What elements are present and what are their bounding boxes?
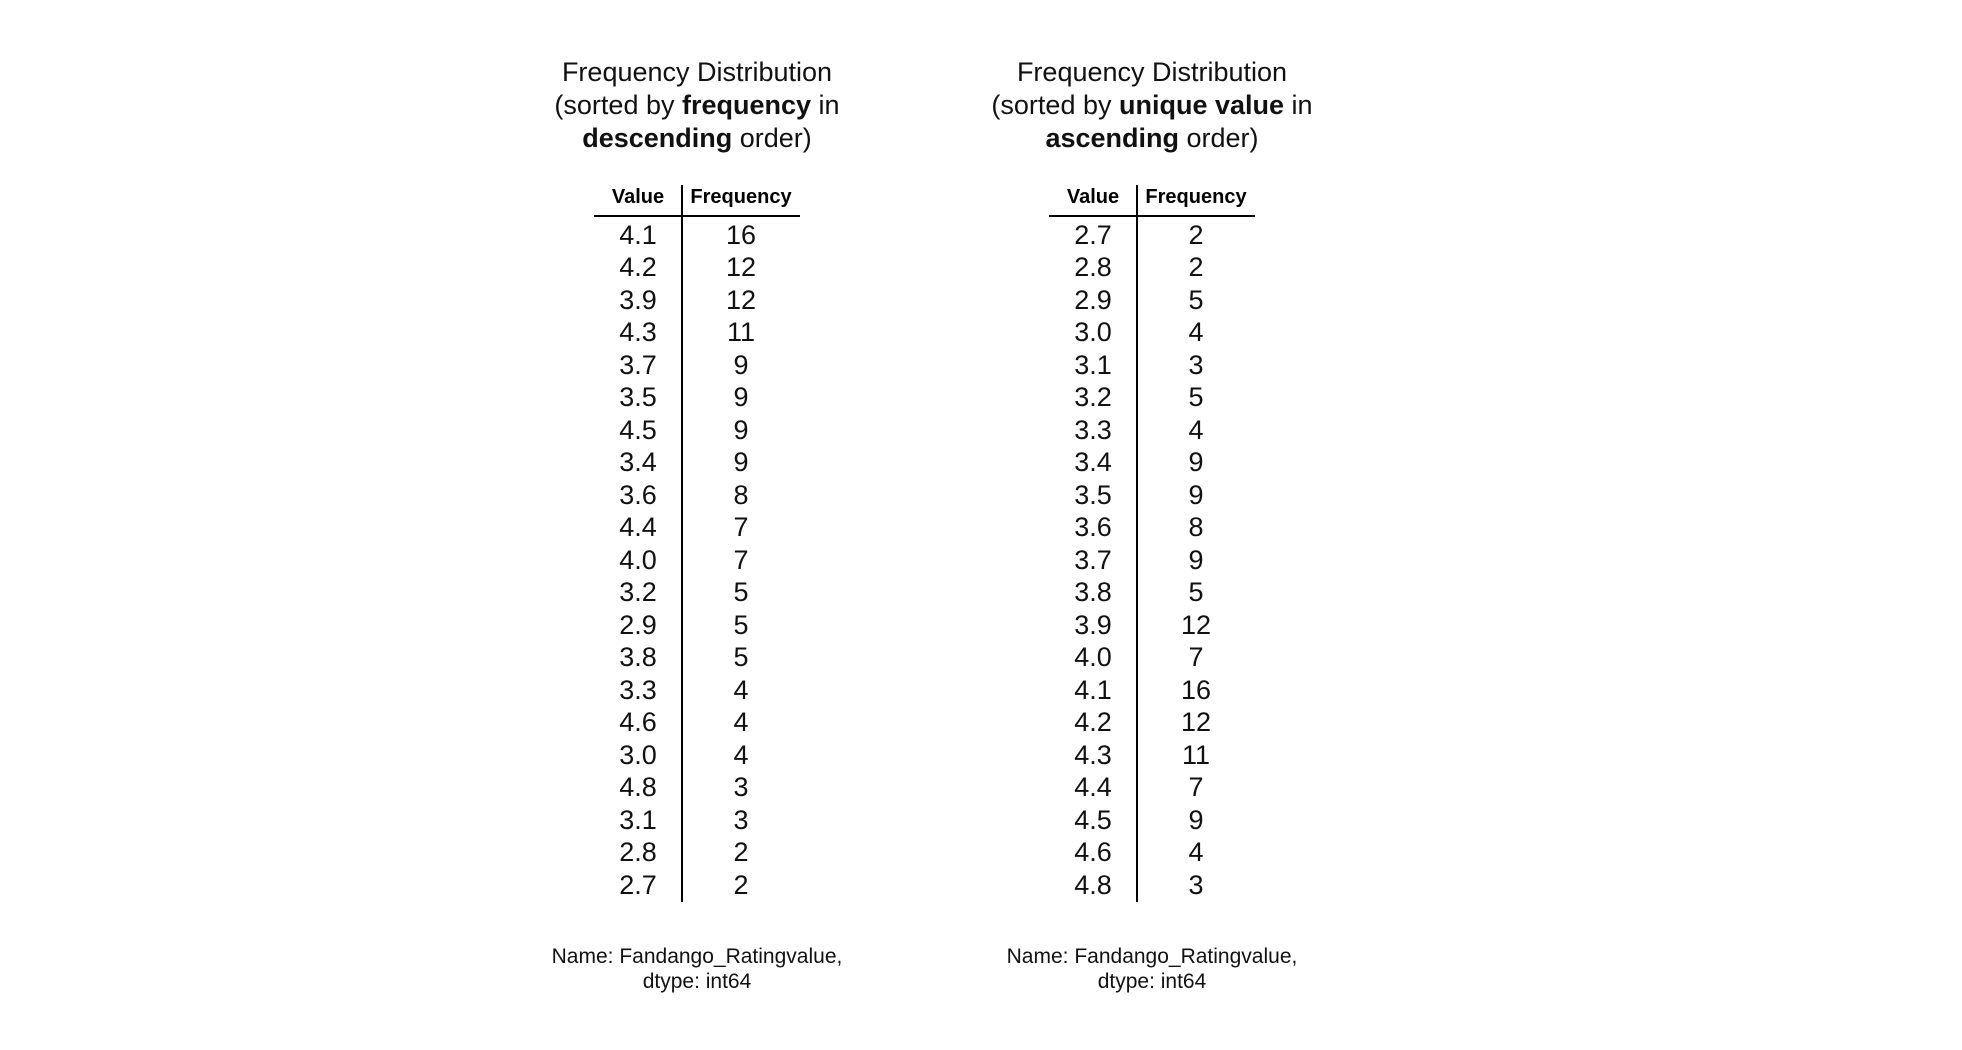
frequency-cell: 12 [725, 252, 757, 283]
frequency-cell: 8 [1188, 512, 1204, 543]
table-row [1049, 317, 1255, 350]
title-line3-suffix: order) [732, 123, 812, 153]
value-cell: 4.3 [619, 317, 657, 348]
table-row [594, 837, 800, 870]
value-cell: 3.2 [1074, 382, 1112, 413]
table-row [1049, 577, 1255, 610]
frequency-cell: 2 [733, 869, 749, 900]
title-line1: Frequency Distribution [561, 57, 833, 87]
frequency-cell: 2 [1188, 219, 1204, 250]
value-cell: 4.6 [1074, 837, 1112, 868]
table-row [1049, 837, 1255, 870]
table-row [594, 512, 800, 545]
series-caption-left [467, 944, 927, 994]
value-cell: 4.1 [619, 219, 657, 250]
frequency-cell: 5 [1188, 284, 1204, 315]
frequency-cell: 3 [733, 772, 749, 803]
value-cell: 3.9 [1074, 609, 1112, 640]
frequency-cell: 9 [733, 382, 749, 413]
frequency-cell: 16 [725, 219, 757, 250]
table-header-row [1049, 185, 1255, 215]
table-row [594, 804, 800, 837]
table-row [1049, 642, 1255, 675]
frequency-table-block-ascending [922, 56, 1382, 994]
table-row [1049, 739, 1255, 772]
frequency-cell: 7 [733, 544, 749, 575]
frequency-cell: 11 [1181, 739, 1211, 770]
title-line2-suffix: in [811, 90, 840, 120]
value-cell: 4.6 [619, 707, 657, 738]
table-row [1049, 512, 1255, 545]
value-cell: 2.8 [1074, 252, 1112, 283]
frequency-cell: 9 [1188, 544, 1204, 575]
table-row [1049, 219, 1255, 252]
frequency-cell: 5 [733, 642, 749, 673]
frequency-cell: 4 [1188, 317, 1204, 348]
frequency-table-block-descending [467, 56, 927, 994]
value-cell: 4.2 [619, 252, 657, 283]
value-cell: 4.8 [619, 772, 657, 803]
value-cell: 4.0 [619, 544, 657, 575]
frequency-column-header: Frequency [1145, 186, 1247, 208]
frequency-cell: 5 [733, 577, 749, 608]
caption-line1: Name: Fandango_Ratingvalue, [1006, 944, 1298, 968]
frequency-table-left [594, 185, 800, 902]
frequency-cell: 2 [1188, 252, 1204, 283]
table-row [1049, 252, 1255, 285]
value-cell: 3.5 [619, 382, 657, 413]
value-cell: 3.9 [619, 284, 657, 315]
table-header-row [594, 185, 800, 215]
value-cell: 3.4 [1074, 447, 1112, 478]
title-line3-suffix: order) [1179, 123, 1259, 153]
title-line2-prefix: (sorted by [554, 90, 682, 120]
value-cell: 3.8 [619, 642, 657, 673]
frequency-cell: 9 [1188, 447, 1204, 478]
table-row [594, 349, 800, 382]
column-divider-line [1136, 185, 1138, 902]
caption-line1: Name: Fandango_Ratingvalue, [551, 944, 843, 968]
value-cell: 4.4 [1074, 772, 1112, 803]
table-row [594, 674, 800, 707]
value-cell: 4.3 [1074, 739, 1112, 770]
frequency-cell: 4 [733, 674, 749, 705]
caption-line2: dtype: int64 [642, 969, 752, 993]
value-cell: 3.3 [1074, 414, 1112, 445]
title-line2-prefix: (sorted by [991, 90, 1119, 120]
frequency-cell: 12 [725, 284, 757, 315]
table-row [594, 414, 800, 447]
frequency-cell: 3 [1188, 349, 1204, 380]
frequency-cell: 9 [733, 447, 749, 478]
frequency-cell: 16 [1180, 674, 1212, 705]
value-cell: 3.6 [1074, 512, 1112, 543]
series-caption-right [922, 944, 1382, 994]
value-cell: 2.9 [619, 609, 657, 640]
frequency-column-header: Frequency [690, 186, 792, 208]
table-row [1049, 869, 1255, 902]
table-row [594, 317, 800, 350]
table-row [1049, 674, 1255, 707]
table-row [594, 479, 800, 512]
value-cell: 4.1 [1074, 674, 1112, 705]
frequency-cell: 7 [733, 512, 749, 543]
value-cell: 3.3 [619, 674, 657, 705]
frequency-cell: 8 [733, 479, 749, 510]
frequency-cell: 2 [733, 837, 749, 868]
table-row [1049, 414, 1255, 447]
table-row [594, 447, 800, 480]
table-row [594, 544, 800, 577]
table-row [594, 284, 800, 317]
table-row [594, 642, 800, 675]
value-column-header: Value [611, 186, 665, 208]
value-cell: 3.7 [1074, 544, 1112, 575]
frequency-cell: 3 [733, 804, 749, 835]
table-row [594, 772, 800, 805]
value-cell: 4.5 [619, 414, 657, 445]
value-cell: 4.4 [619, 512, 657, 543]
table-row [594, 739, 800, 772]
value-cell: 2.9 [1074, 284, 1112, 315]
frequency-cell: 9 [733, 349, 749, 380]
table-row [594, 382, 800, 415]
table-row [1049, 804, 1255, 837]
value-cell: 2.7 [1074, 219, 1112, 250]
frequency-cell: 9 [1188, 479, 1204, 510]
value-cell: 4.5 [1074, 804, 1112, 835]
frequency-cell: 11 [726, 317, 756, 348]
frequency-cell: 5 [1188, 382, 1204, 413]
table-row [1049, 479, 1255, 512]
frequency-cell: 9 [1188, 804, 1204, 835]
figure-title-right [922, 56, 1382, 155]
value-cell: 2.7 [619, 869, 657, 900]
table-row [1049, 707, 1255, 740]
frequency-cell: 4 [733, 739, 749, 770]
value-cell: 3.0 [1074, 317, 1112, 348]
table-body [1049, 217, 1255, 902]
caption-line2: dtype: int64 [1097, 969, 1207, 993]
title-line1: Frequency Distribution [1016, 57, 1288, 87]
frequency-cell: 4 [733, 707, 749, 738]
table-body [594, 217, 800, 902]
frequency-cell: 3 [1188, 869, 1204, 900]
title-sort-key: unique value [1118, 90, 1285, 120]
figure-title-left [467, 56, 927, 155]
table-row [1049, 772, 1255, 805]
frequency-cell: 7 [1188, 772, 1204, 803]
title-sort-key: frequency [681, 90, 812, 120]
title-sort-order: ascending [1045, 123, 1179, 153]
column-divider-line [681, 185, 683, 902]
value-cell: 3.7 [619, 349, 657, 380]
frequency-cell: 5 [733, 609, 749, 640]
title-sort-order: descending [582, 123, 733, 153]
value-cell: 3.6 [619, 479, 657, 510]
table-row [1049, 382, 1255, 415]
table-row [1049, 544, 1255, 577]
table-row [1049, 284, 1255, 317]
table-row [594, 252, 800, 285]
frequency-cell: 9 [733, 414, 749, 445]
table-row [1049, 349, 1255, 382]
frequency-cell: 12 [1180, 609, 1212, 640]
frequency-table-right [1049, 185, 1255, 902]
value-cell: 4.2 [1074, 707, 1112, 738]
frequency-cell: 4 [1188, 414, 1204, 445]
title-line2-suffix: in [1284, 90, 1313, 120]
table-row [1049, 609, 1255, 642]
frequency-cell: 4 [1188, 837, 1204, 868]
value-cell: 4.8 [1074, 869, 1112, 900]
value-cell: 3.8 [1074, 577, 1112, 608]
value-cell: 3.1 [1074, 349, 1112, 380]
value-cell: 3.5 [1074, 479, 1112, 510]
value-cell: 3.1 [619, 804, 657, 835]
table-row [594, 219, 800, 252]
frequency-cell: 7 [1188, 642, 1204, 673]
frequency-cell: 5 [1188, 577, 1204, 608]
table-row [594, 577, 800, 610]
table-row [594, 609, 800, 642]
value-cell: 3.2 [619, 577, 657, 608]
table-row [1049, 447, 1255, 480]
frequency-cell: 12 [1180, 707, 1212, 738]
value-cell: 4.0 [1074, 642, 1112, 673]
value-cell: 3.4 [619, 447, 657, 478]
table-row [594, 869, 800, 902]
value-cell: 3.0 [619, 739, 657, 770]
value-column-header: Value [1066, 186, 1120, 208]
value-cell: 2.8 [619, 837, 657, 868]
table-row [594, 707, 800, 740]
